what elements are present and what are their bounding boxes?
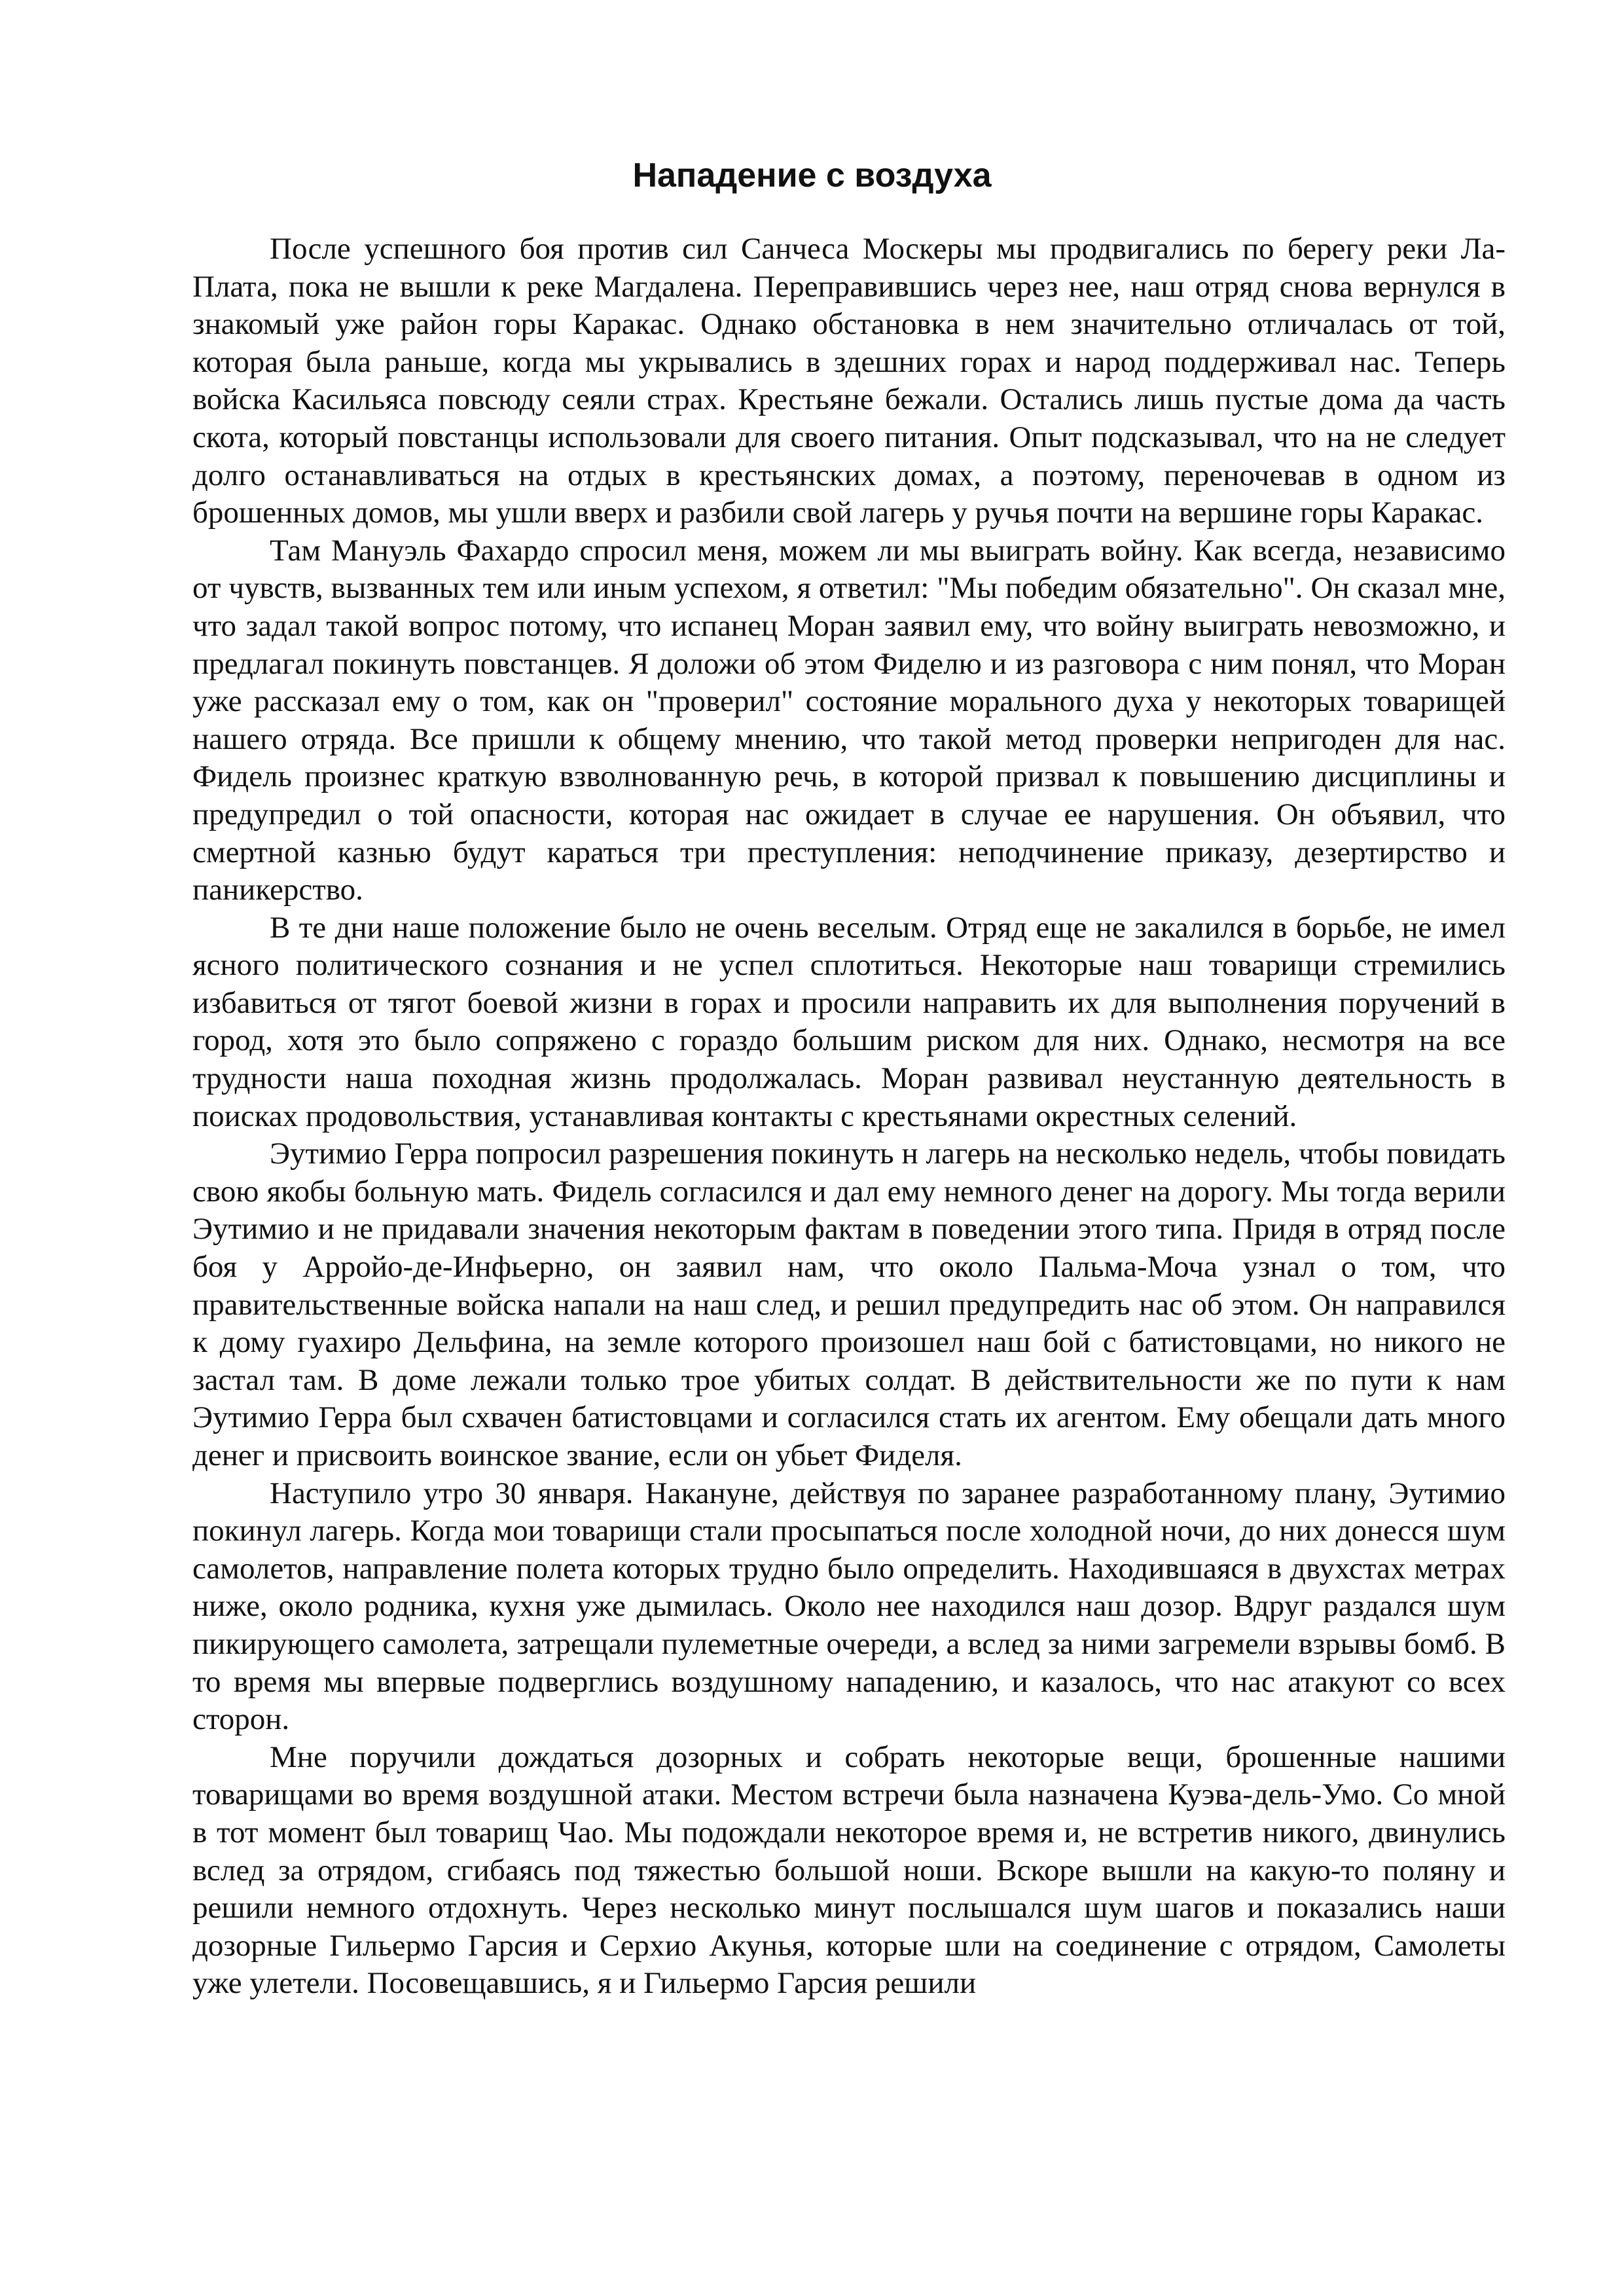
paragraph: Мне поручили дождаться дозорных и собрать некоторые вещи, брошенные нашими товарищами во время воздушной атаки. Местом встречи была назначена Куэва-дель-Умо. Со мной в тот момент был товарищ Чао. Мы подождали некоторое время и, не встретив никого, двинулись вслед за отрядом, сгибаясь под тяжестью большой ноши. Вскоре вышли на какую-то поляну и решили немного отдохнуть. Через несколько минут послышался шум шагов и показались наши дозорные Гильермо Гарсия и Серхио Акунья, которые шли на соединение с отрядом, Самолеты уже улетели. Посовещавшись, я и Гильермо Гарсия решили [192, 1740, 1506, 2001]
page-title: Нападение с воздуха [632, 156, 992, 194]
paragraph: В те дни наше положение было не очень веселым. Отряд еще не закалился в борьбе, не имел ясного политического сознания и не успел сплотиться. Некоторые наш товарищи стремились избавиться от тягот боевой жизни в горах и просили направить их для выполнения поручений в город, хотя это было сопряжено с гораздо большим риском для них. Однако, несмотря на все трудности наша походная жизнь продолжалась. Моран развивал неустанную деятельность в поисках продовольствия, устанавливая контакты с крестьянами окрестных селений. [192, 910, 1506, 1133]
body-text [192, 230, 1506, 2003]
paragraph: Там Мануэль Фахардо спросил меня, можем ли мы выиграть войну. Как всегда, независимо от чувств, вызванных тем или иным успехом, я ответил: "Мы победим обязательно". Он сказал мне, что задал такой вопрос потому, что испанец Моран заявил ему, что войну выиграть невозможно, и предлагал покинуть повстанцев. Я доложи об этом Фиделю и из разговора с ним понял, что Моран уже рассказал ему о том, как он "проверил" состояние морального духа у некоторых товарищей нашего отряда. Все пришли к общему мнению, что такой метод проверки непригоден для нас. Фидель произнес краткую взволнованную речь, в которой призвал к повышению дисциплины и предупредил о той опасности, которая нас ожидает в случае ее нарушения. Он объявил, что смертной казнью будут караться три преступления: неподчинение приказу, дезертирство и паникерство. [192, 533, 1506, 907]
paragraph: После успешного боя против сил Санчеса Москеры мы продвигались по берегу реки Ла-Плата, пока не вышли к реке Магдалена. Переправившись через нее, наш отряд снова вернулся в знакомый уже район горы Каракас. Однако обстановка в нем значительно отличалась от той, которая была раньше, когда мы укрывались в здешних горах и народ поддерживал нас. Теперь войска Касильяса повсюду сеяли страх. Крестьяне бежали. Остались лишь пустые дома да часть скота, который повстанцы использовали для своего питания. Опыт подсказывал, что на не следует долго останавливаться на отдых в крестьянских домах, а поэтому, переночевав в одном из брошенных домов, мы ушли вверх и разбили свой лагерь у ручья почти на вершине горы Каракас. [192, 232, 1506, 530]
paragraph: Наступило утро 30 января. Накануне, действуя по заранее разработанному плану, Эутимио покинул лагерь. Когда мои товарищи стали просыпаться после холодной ночи, до них донесся шум самолетов, направление полета которых трудно было определить. Находившаяся в двухстах метрах ниже, около родника, кухня уже дымилась. Около нее находился наш дозор. Вдруг раздался шум пикирующего самолета, затрещали пулеметные очереди, а вслед за ними загремели взрывы бомб. В то время мы впервые подверглись воздушному нападению, и казалось, что нас атакуют со всех сторон. [192, 1476, 1506, 1737]
paragraph: Эутимио Герра попросил разрешения покинуть н лагерь на несколько недель, чтобы повидать свою якобы больную мать. Фидель согласился и дал ему немного денег на дорогу. Мы тогда верили Эутимио и не придавали значения некоторым фактам в поведении этого типа. Придя в отряд после боя у Арройо-де-Инфьерно, он заявил нам, что около Пальма-Моча узнал о том, что правительственные войска напали на наш след, и решил предупредить нас об этом. Он направился к дому гуахиро Дельфина, на земле которого произошел наш бой с батистовцами, но никого не застал там. В доме лежали только трое убитых солдат. В действительности же по пути к нам Эутимио Герра был схвачен батистовцами и согласился стать их агентом. Ему обещали дать много денег и присвоить воинское звание, если он убьет Фиделя. [192, 1137, 1506, 1472]
